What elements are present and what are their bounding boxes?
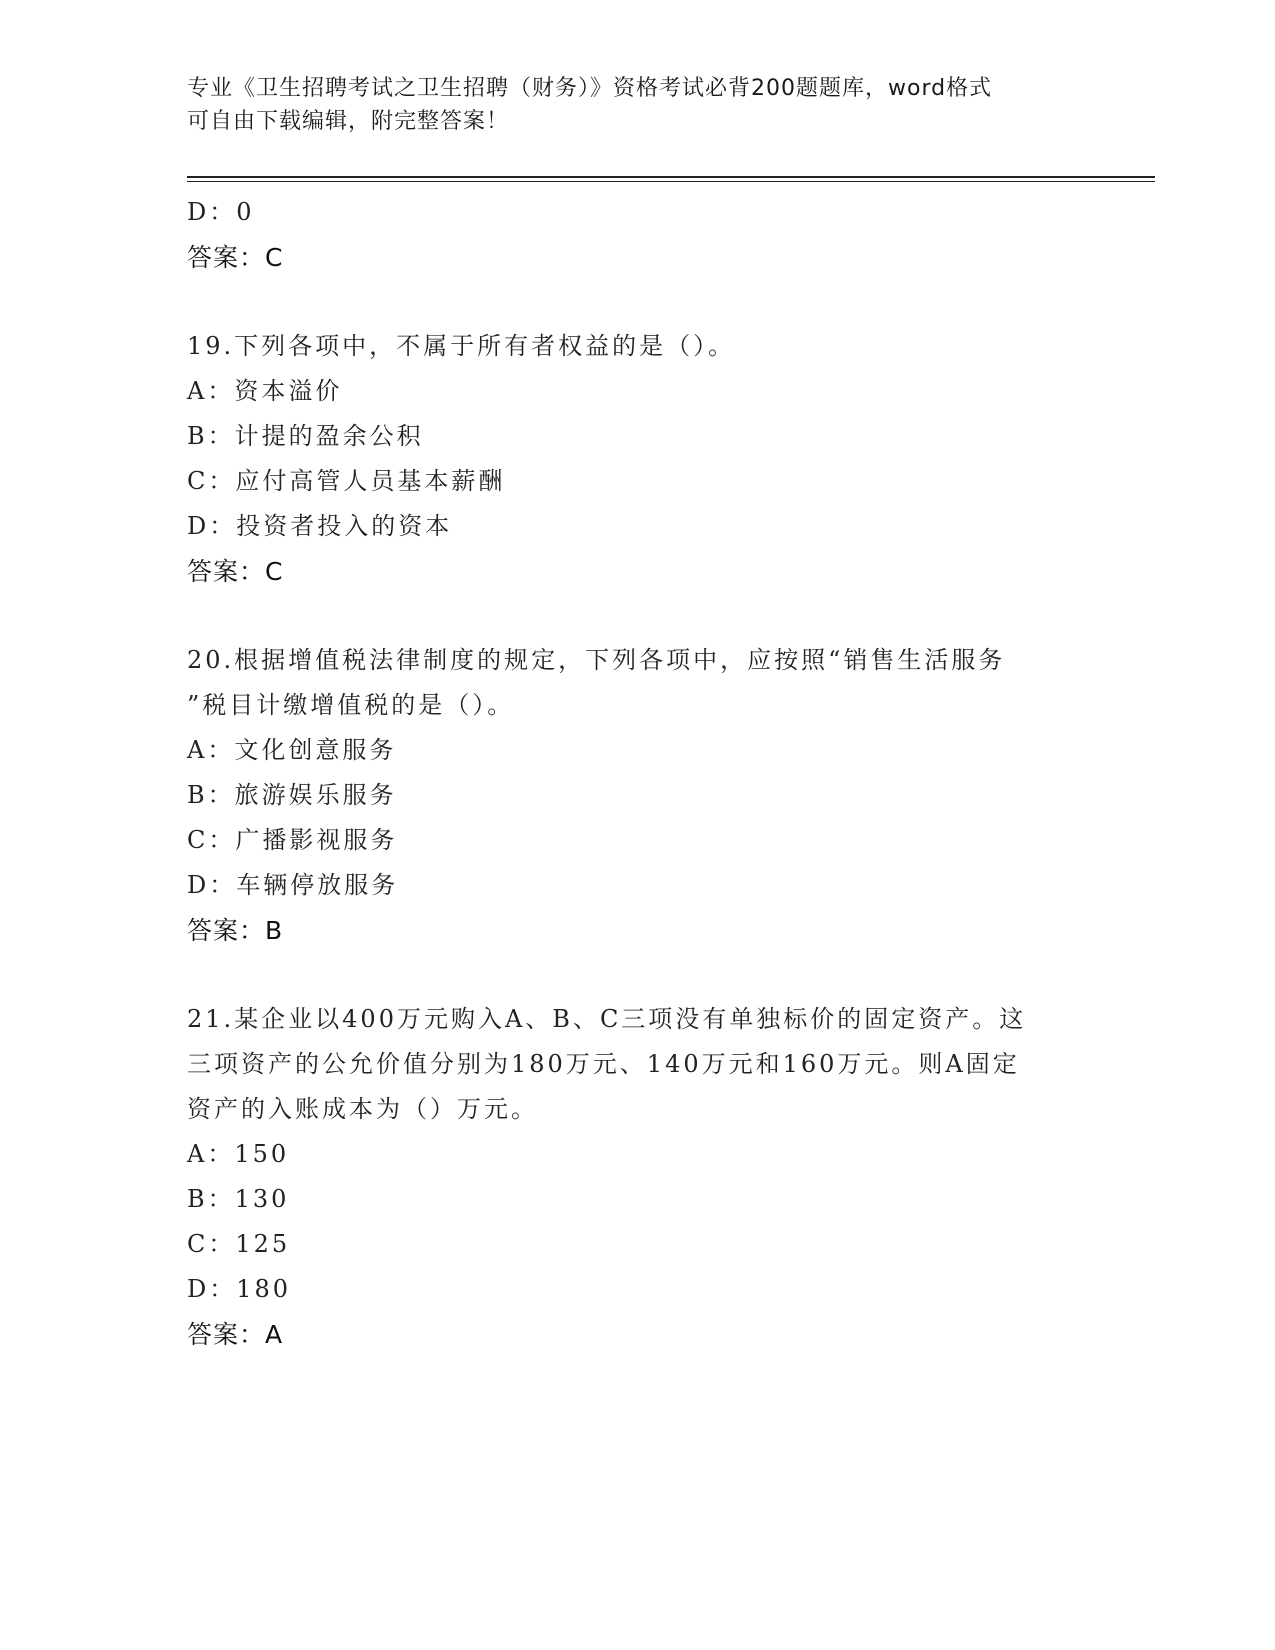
header-title-line-2: 可自由下载编辑，附完整答案！ [187,109,510,134]
question-21-option-d: D：180 [187,1275,292,1303]
header-divider [187,176,1155,182]
question-19-answer: 答案：C [187,557,284,586]
spacer [187,954,1087,997]
question-19-stem: 19.下列各项中，不属于所有者权益的是（）。 [187,332,736,360]
question-20-stem-line-2: ”税目计缴增值税的是（）。 [187,691,515,719]
question-19-option-d: D：投资者投入的资本 [187,512,453,540]
question-content [187,190,1087,1358]
question-19 [187,324,1087,595]
spacer [187,595,1087,638]
question-21-answer: 答案：A [187,1320,284,1349]
question-20-option-d: D：车辆停放服务 [187,871,399,899]
question-21-option-b: B：130 [187,1185,290,1213]
question-20-answer: 答案：B [187,916,284,945]
question-21-stem [187,997,1077,1132]
question-19-option-c: C：应付高管人员基本薪酬 [187,467,506,495]
question-20-stem-line-1: 20.根据增值税法律制度的规定，下列各项中，应按照“销售生活服务 [187,646,1006,674]
question-20-stem [187,638,1077,728]
question-21-stem-line-2: 三项资产的公允价值分别为180万元、140万元和160万元。则A固定 [187,1050,1020,1078]
question-20-option-b: B：旅游娱乐服务 [187,781,397,809]
question-20-option-a: A：文化创意服务 [187,736,397,764]
question-19-option-a: A：资本溢价 [187,377,343,405]
header-title-line-1: 专业《卫生招聘考试之卫生招聘（财务）》资格考试必背200题题库，word格式 [187,76,993,101]
question-21-stem-line-3: 资产的入账成本为（）万元。 [187,1095,538,1123]
question-20-option-c: C：广播影视服务 [187,826,398,854]
question-21-stem-line-1: 21.某企业以400万元购入A、B、C三项没有单独标价的固定资产。这 [187,1005,1027,1033]
spacer [187,281,1087,324]
page-header [187,72,1087,138]
question-19-option-b: B：计提的盈余公积 [187,422,424,450]
question-21-option-a: A：150 [187,1140,290,1168]
question-21-option-c: C：125 [187,1230,291,1258]
question-20 [187,638,1087,954]
question-21 [187,997,1087,1358]
prev-answer: 答案：C [187,243,284,272]
prev-option-d: D：0 [187,198,255,226]
